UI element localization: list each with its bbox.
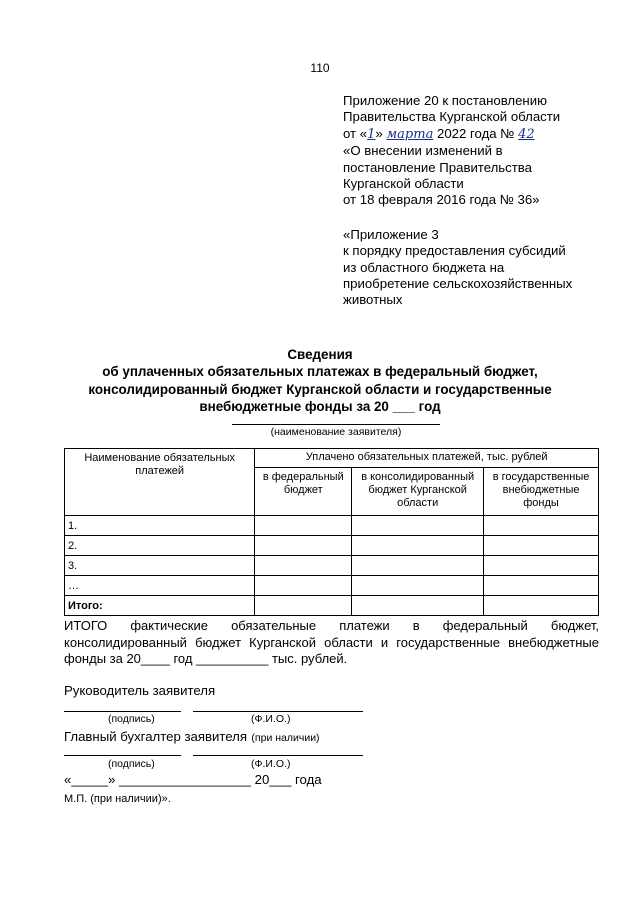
title-line: об уплаченных обязательных платежах в федеральный бюджет, bbox=[102, 364, 538, 380]
accountant-block bbox=[64, 728, 320, 746]
appendix-line: «Приложение 3 bbox=[343, 226, 439, 242]
appendix-line: постановление Правительства bbox=[343, 159, 532, 175]
appendix-line: из областного бюджета на bbox=[343, 259, 505, 275]
appendix-date-line bbox=[343, 126, 613, 143]
date-prefix: от « bbox=[343, 125, 368, 141]
table-row bbox=[65, 536, 599, 556]
head-signature-line bbox=[64, 711, 181, 712]
accountant-fio-caption: (Ф.И.О.) bbox=[251, 758, 291, 770]
applicant-caption: (наименование заявителя) bbox=[270, 426, 402, 438]
appendix-line: «О внесении изменений в bbox=[343, 143, 503, 159]
date-year: 2022 года № bbox=[437, 125, 515, 141]
handwritten-number: 42 bbox=[518, 126, 535, 142]
appendix-line: животных bbox=[343, 292, 403, 308]
appendix-line: Приложение 20 к постановлению bbox=[343, 93, 547, 108]
appendix-line: к порядку предоставления субсидий bbox=[343, 243, 566, 259]
header-paid-group: Уплачено обязательных платежей, тыс. рублей bbox=[255, 449, 599, 468]
table-total-row bbox=[65, 596, 599, 616]
itogo-paragraph: ИТОГО фактические обязательные платежи в федеральный бюджет, консолидированный бюджет Курганской области и государственные внебюджетные фонды за 20____ год __________ тыс. рублей. bbox=[64, 618, 599, 666]
table-row bbox=[65, 516, 599, 536]
handwritten-day: 1 bbox=[367, 126, 376, 142]
head-label: Руководитель заявителя bbox=[64, 683, 216, 698]
table-row bbox=[65, 576, 599, 596]
appendix-line: Курганской области bbox=[343, 176, 464, 192]
title-line: Сведения bbox=[287, 347, 353, 362]
accountant-signature-line bbox=[64, 755, 181, 756]
accountant-fio-line bbox=[193, 755, 363, 756]
payments-table bbox=[64, 448, 599, 616]
row-label: … bbox=[65, 576, 255, 596]
title-line: внебюджетные фонды за 20 ___ год bbox=[199, 399, 441, 415]
head-fio-caption: (Ф.И.О.) bbox=[251, 713, 291, 725]
row-label: 2. bbox=[65, 536, 255, 556]
applicant-name-line bbox=[232, 424, 440, 425]
page-number: 110 bbox=[310, 61, 330, 75]
header-payment-name: Наименование обязательных платежей bbox=[65, 449, 255, 516]
appendix-line: приобретение сельскохозяйственных bbox=[343, 276, 573, 292]
table-row bbox=[65, 556, 599, 576]
stamp-note: М.П. (при наличии)». bbox=[64, 793, 171, 805]
title-line: консолидированный бюджет Курганской области и государственные bbox=[88, 381, 552, 397]
accountant-label: Главный бухгалтер заявителя bbox=[64, 729, 247, 744]
date-line: «_____» __________________ 20___ года bbox=[64, 772, 322, 787]
row-label: 1. bbox=[65, 516, 255, 536]
document-title bbox=[60, 346, 580, 416]
handwritten-month: марта bbox=[386, 126, 434, 142]
appendix-block bbox=[343, 93, 613, 309]
header-federal: в федеральный бюджет bbox=[255, 468, 352, 516]
total-label: Итого: bbox=[65, 596, 255, 616]
appendix-line: от 18 февраля 2016 года № 36» bbox=[343, 192, 540, 208]
row-label: 3. bbox=[65, 556, 255, 576]
accountant-signature-caption: (подпись) bbox=[108, 758, 155, 770]
date-mid: » bbox=[375, 125, 383, 141]
accountant-note: (при наличии) bbox=[251, 732, 320, 744]
header-funds: в государственные внебюджетные фонды bbox=[484, 468, 599, 516]
head-fio-line bbox=[193, 711, 363, 712]
appendix-line: Правительства Курганской области bbox=[343, 109, 561, 125]
header-consolidated: в консолидированный бюджет Курганской области bbox=[352, 468, 484, 516]
head-signature-caption: (подпись) bbox=[108, 713, 155, 725]
